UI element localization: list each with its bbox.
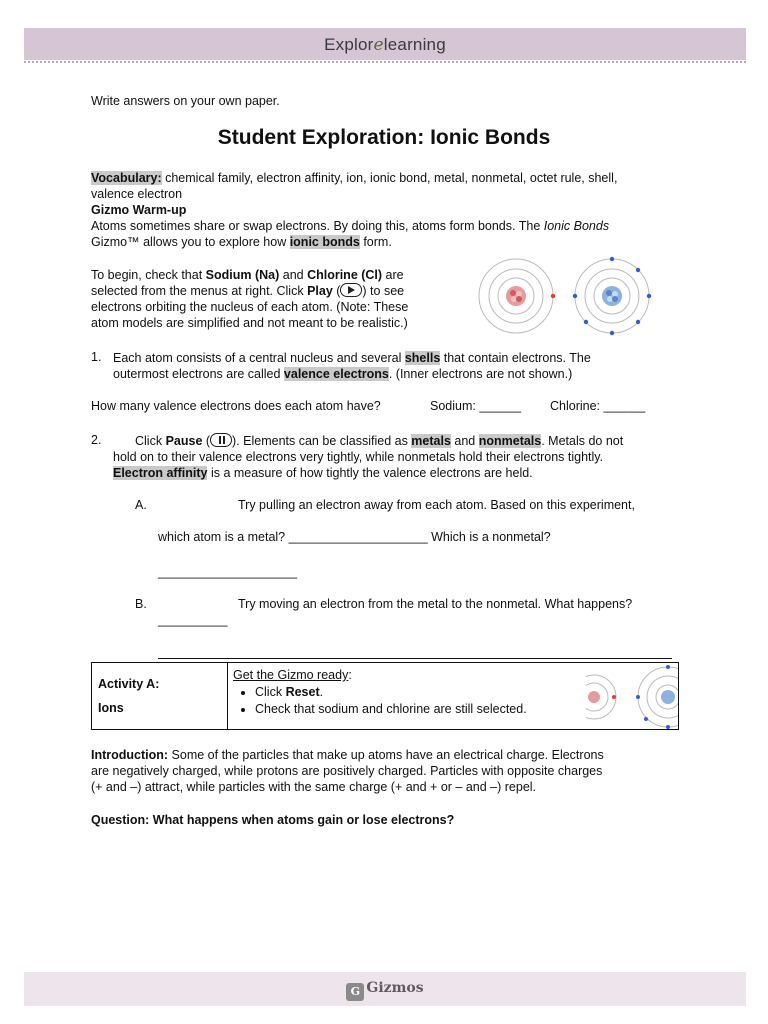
q2b-answer[interactable]: __________ <box>158 613 228 627</box>
explorelearning-logo: Explorelearning <box>324 35 446 55</box>
question-heading: Question: What happens when atoms gain or lose electrons? <box>91 813 455 827</box>
warmup-section: Gizmo Warm-up Atoms sometimes share or swap electrons. By doing this, atoms form bonds. The Ionic Bonds Gizmo™ allows you to explore how ionic bonds form. <box>91 202 691 250</box>
list-item: • Click Reset. <box>255 684 527 701</box>
header-band <box>24 28 746 60</box>
warmup-heading: Gizmo Warm-up <box>91 203 187 217</box>
activity-label-cell: Activity A: Ions <box>92 663 228 729</box>
play-icon <box>340 283 362 297</box>
introduction: Introduction: Some of the particles that make up atoms have an electrical charge. Electrons are negatively charged, while protons are positively charged. Particles with opposite charges (+ and –) attract, while particles with the same charge (+ and + or – and –) repel. <box>91 748 604 794</box>
q1-text: Each atom consists of a central nucleus and several shells that contain electrons. The outermost electrons are called valence electrons. (Inner electrons are not shown.) <box>113 351 591 381</box>
sodium-atom <box>479 259 555 333</box>
q1-question: How many valence electrons does each atom have? <box>91 399 381 413</box>
q2-text: Click Pause ( ). Elements can be classified as metals and nonmetals. Metals do not hold on to their valence electrons very tightly, while nonmetals hold their electrons tightly. Electron affinity is a measure of how tightly the valence electrons are held. <box>113 434 624 480</box>
gizmos-logo: G Gizmos <box>24 980 746 1001</box>
q2a-line2: which atom is a metal? ____________________ Which is a nonmetal? <box>158 530 551 544</box>
footer-band <box>24 972 746 1006</box>
pause-icon <box>210 433 232 447</box>
sodium-answer-field[interactable]: Sodium: ______ <box>430 399 522 413</box>
q2-number: 2. <box>91 433 102 447</box>
list-item: • Check that sodium and chlorine are still selected. <box>255 701 527 718</box>
vocabulary: Vocabulary: chemical family, electron affinity, ion, ionic bond, metal, nonmetal, octet rule, shell, valence electron <box>91 171 618 201</box>
q2a-label: A. <box>135 498 147 512</box>
chlorine-answer-field[interactable]: Chlorine: ______ <box>550 399 646 413</box>
atom-models-diagram <box>474 256 674 338</box>
activity-instructions: Get the Gizmo ready: • Click Reset. • Check that sodium and chlorine are still selected. <box>233 667 527 718</box>
q2b-text: Try moving an electron from the metal to the nonmetal. What happens? <box>238 597 633 611</box>
instructions: Write answers on your own paper. <box>91 94 280 108</box>
header-divider <box>24 61 746 63</box>
q2a-nonmetal-answer[interactable]: ____________________ <box>158 565 298 579</box>
activity-atom-image <box>586 664 678 730</box>
q2a-text: Try pulling an electron away from each atom. Based on this experiment, <box>238 498 635 512</box>
q1-number: 1. <box>91 350 102 364</box>
chlorine-atom <box>573 257 651 335</box>
q2b-label: B. <box>135 597 147 611</box>
q2b-answer-line <box>158 658 672 659</box>
page-title: Student Exploration: Ionic Bonds <box>217 126 551 149</box>
begin-paragraph: To begin, check that Sodium (Na) and Chlorine (Cl) are selected from the menus at right. Click Play ( ) to see electrons orbiting the nucleus of each atom. (Note: These atom models are simplified and not meant to be realistic.) <box>91 268 409 330</box>
